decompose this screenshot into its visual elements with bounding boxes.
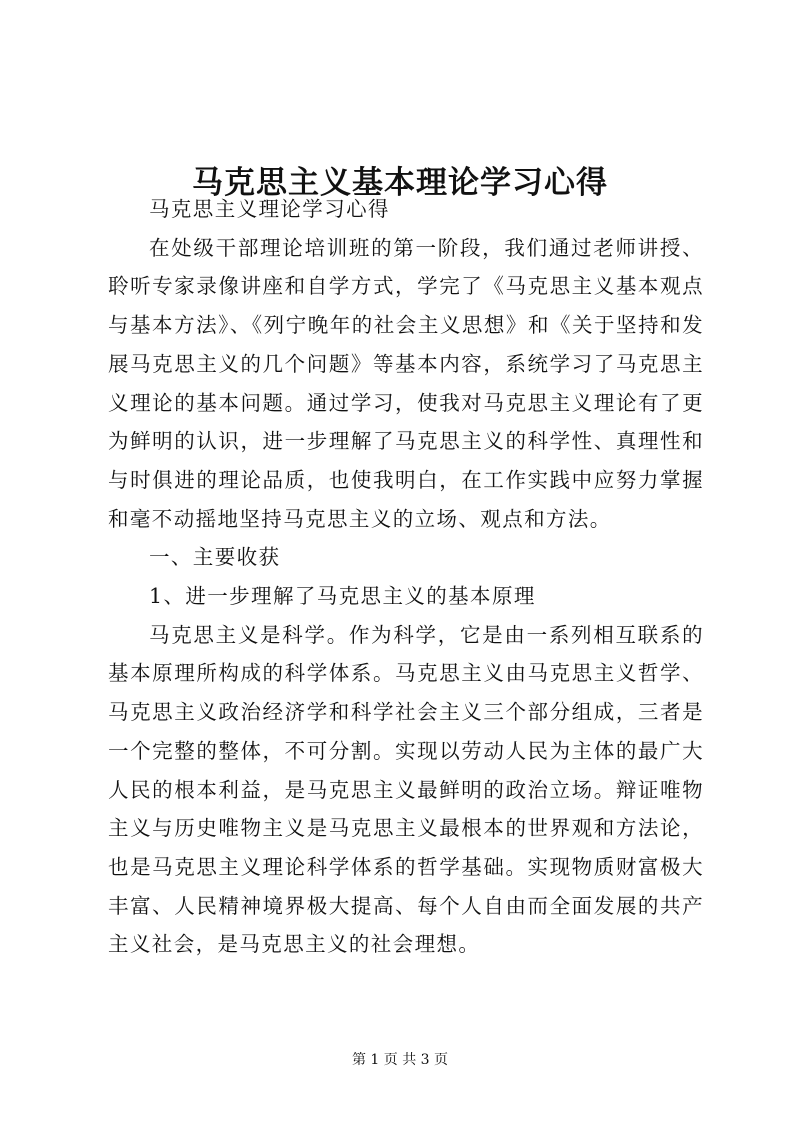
paragraph-introduction: 在处级干部理论培训班的第一阶段，我们通过老师讲授、聆听专家录像讲座和自学方式，学完了《马克思主义基本观点与基本方法》、《列宁晚年的社会主义思想》和《关于坚持和发展马克思主义的几个问题》等基本内容，系统学习了马克思主义理论的基本问题。通过学习，使我对马克思主义理论有了更为鲜明的认识，进一步理解了马克思主义的科学性、真理性和与时俱进的理论品质，也使我明白，在工作实践中应努力掌握和毫不动摇地坚持马克思主义的立场、观点和方法。 [108,235,704,531]
paragraph-principles: 马克思主义是科学。作为科学，它是由一系列相互联系的基本原理所构成的科学体系。马克思主义由马克思主义哲学、马克思主义政治经济学和科学社会主义三个部分组成，三者是一个完整的整体，不可分割。实现以劳动人民为主体的最广大人民的根本利益，是马克思主义最鲜明的政治立场。辩证唯物主义与历史唯物主义是马克思主义最根本的世界观和方法论，也是马克思主义理论科学体系的哲学基础。实现物质财富极大丰富、人民精神境界极大提高、每个人自由而全面发展的共产主义社会，是马克思主义的社会理想。 [108,622,704,957]
subsection-heading: 1、进一步理解了马克思主义的基本原理 [149,584,536,609]
document-title: 马克思主义基本理论学习心得 [192,164,608,201]
document-body [108,190,704,964]
paragraph-subtitle: 马克思主义理论学习心得 [149,197,390,221]
section-heading: 一、主要收获 [149,545,281,570]
page-footer: 第 1 页 共 3 页 [351,1052,449,1068]
